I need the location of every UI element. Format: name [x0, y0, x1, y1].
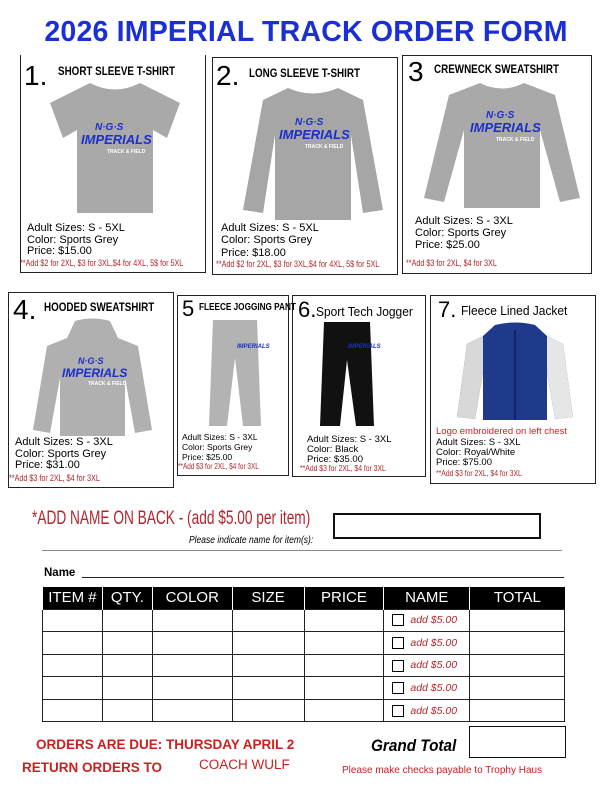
crewneck-sweatshirt-image	[420, 80, 585, 210]
logo-text: IMPERIALS	[470, 120, 541, 135]
page-title: 2026 IMPERIAL TRACK ORDER FORM	[44, 16, 568, 48]
name-on-back-label: *ADD NAME ON BACK - (add $5.00 per item)	[32, 508, 311, 529]
product-sizes: Adult Sizes: S - 3XL	[307, 434, 392, 445]
cell-qty[interactable]	[102, 632, 152, 655]
cell-color[interactable]	[152, 654, 232, 677]
product-sizes: Adult Sizes: S - 3XL	[415, 215, 513, 227]
product-price: Price: $75.00	[436, 457, 492, 468]
product-color: Color: Black	[307, 444, 359, 455]
product-number: 3	[408, 56, 424, 87]
cell-size[interactable]	[232, 654, 304, 677]
product-name: CREWNECK SWEATSHIRT	[434, 62, 559, 76]
product-color: Color: Sports Grey	[15, 448, 107, 460]
embroidery-note: Logo embroidered on left chest	[436, 426, 567, 437]
hooded-sweatshirt-image	[30, 318, 155, 438]
column-header: NAME	[384, 587, 470, 609]
name-on-back-input[interactable]	[333, 513, 541, 539]
product-price: Price: $31.00	[15, 459, 80, 471]
product-name: FLEECE JOGGING PANT	[199, 302, 296, 313]
product-color: Color: Sports Grey	[415, 227, 507, 239]
column-header: TOTAL	[470, 587, 565, 609]
cell-price[interactable]	[304, 654, 384, 677]
cell-total[interactable]	[470, 699, 565, 722]
cell-price[interactable]	[304, 632, 384, 655]
cell-item[interactable]	[43, 699, 103, 722]
name-on-back-hint: Please indicate name for item(s):	[189, 535, 314, 546]
product-name: LONG SLEEVE T-SHIRT	[249, 66, 360, 80]
table-row	[43, 609, 565, 632]
product-sizes: Adult Sizes: S - 5XL	[27, 222, 125, 234]
cell-color[interactable]	[152, 632, 232, 655]
product-name: Sport Tech Jogger	[316, 304, 413, 319]
product-name: Fleece Lined Jacket	[461, 303, 568, 318]
add-name-label: add $5.00	[410, 659, 458, 672]
column-header: ITEM #	[43, 587, 103, 609]
divider	[42, 550, 562, 551]
short-sleeve-tshirt-image	[45, 78, 185, 218]
due-date: ORDERS ARE DUE: THURSDAY APRIL 2	[36, 737, 295, 752]
add-name-label: add $5.00	[410, 636, 458, 649]
product-size-note: **Add $3 for 2XL, $4 for 3XL	[300, 463, 386, 473]
name-add-cell[interactable]	[384, 699, 470, 722]
add-name-label: add $5.00	[410, 704, 458, 717]
logo-text: IMPERIALS	[237, 344, 270, 350]
product-price: Price: $15.00	[27, 245, 92, 257]
product-color: Color: Sports Grey	[27, 234, 119, 246]
cell-item[interactable]	[43, 654, 103, 677]
product-name: HOODED SWEATSHIRT	[44, 300, 155, 314]
logo-text: N·G·S	[95, 122, 124, 133]
logo-text: TRACK & FIELD	[496, 137, 535, 143]
product-price: Price: $25.00	[182, 452, 233, 462]
logo-text: IMPERIALS	[62, 366, 128, 380]
cell-qty[interactable]	[102, 654, 152, 677]
product-number: 2.	[216, 60, 240, 91]
name-input[interactable]	[82, 577, 564, 578]
add-name-checkbox[interactable]	[392, 660, 404, 672]
checks-payable-note: Please make checks payable to Trophy Haus	[342, 765, 543, 776]
column-header: QTY.	[102, 587, 152, 609]
name-add-cell[interactable]	[384, 632, 470, 655]
product-price: Price: $25.00	[415, 239, 480, 251]
cell-price[interactable]	[304, 699, 384, 722]
product-number: 7.	[438, 297, 457, 322]
cell-price[interactable]	[304, 677, 384, 700]
product-size-note: **Add $3 for 2XL, $4 for 3XL	[178, 462, 259, 471]
logo-text: N·G·S	[295, 117, 324, 128]
order-table	[42, 587, 565, 722]
logo-text: TRACK & FIELD	[88, 381, 127, 387]
cell-item[interactable]	[43, 609, 103, 632]
cell-qty[interactable]	[102, 699, 152, 722]
add-name-checkbox[interactable]	[392, 682, 404, 694]
table-row	[43, 632, 565, 655]
grand-total-label: Grand Total	[371, 736, 457, 755]
name-add-cell[interactable]	[384, 677, 470, 700]
cell-color[interactable]	[152, 609, 232, 632]
column-header: PRICE	[304, 587, 384, 609]
name-label: Name	[44, 567, 76, 579]
product-name: SHORT SLEEVE T-SHIRT	[58, 64, 176, 78]
cell-size[interactable]	[232, 609, 304, 632]
product-size-note: **Add $3 for 2XL, $4 for 3XL	[436, 468, 522, 478]
return-to: COACH WULF	[199, 757, 290, 772]
add-name-label: add $5.00	[410, 682, 458, 695]
logo-text: TRACK & FIELD	[107, 149, 146, 155]
product-number: 5	[182, 296, 195, 321]
name-add-cell[interactable]	[384, 654, 470, 677]
product-price: Price: $35.00	[307, 454, 363, 465]
product-color: Color: Sports Grey	[221, 234, 313, 246]
logo-text: TRACK & FIELD	[305, 144, 344, 150]
product-price: Price: $18.00	[221, 247, 286, 259]
cell-size[interactable]	[232, 632, 304, 655]
long-sleeve-tshirt-image	[233, 85, 393, 225]
cell-color[interactable]	[152, 677, 232, 700]
column-header: COLOR	[152, 587, 232, 609]
product-number: 1.	[24, 60, 48, 91]
product-size-note: **Add $2 for 2XL, $3 for 3XL,$4 for 4XL, 5$ for 5XL	[216, 259, 380, 269]
fleece-lined-jacket-image	[455, 322, 575, 422]
cell-total[interactable]	[470, 609, 565, 632]
table-row	[43, 699, 565, 722]
product-color: Color: Sports Grey	[182, 442, 253, 452]
product-size-note: **Add $2 for 2XL, $3 for 3XL,$4 for 4XL, 5$ for 5XL	[20, 258, 184, 268]
product-size-note: **Add $3 for 2XL, $4 for 3XL	[9, 473, 100, 483]
product-color: Color: Royal/White	[436, 447, 516, 458]
product-sizes: Adult Sizes: S - 3XL	[15, 436, 113, 448]
cell-qty[interactable]	[102, 677, 152, 700]
add-name-checkbox[interactable]	[392, 614, 404, 626]
logo-text: N·G·S	[78, 356, 104, 366]
add-name-checkbox[interactable]	[392, 637, 404, 649]
column-header: SIZE	[232, 587, 304, 609]
fleece-jogging-pant-image	[205, 318, 270, 430]
cell-qty[interactable]	[102, 609, 152, 632]
add-name-label: add $5.00	[410, 614, 458, 627]
cell-size[interactable]	[232, 699, 304, 722]
logo-text: N·G·S	[486, 110, 515, 121]
cell-item[interactable]	[43, 677, 103, 700]
product-sizes: Adult Sizes: S - 5XL	[221, 222, 319, 234]
cell-color[interactable]	[152, 699, 232, 722]
product-size-note: **Add $3 for 2XL, $4 for 3XL	[406, 258, 497, 268]
cell-price[interactable]	[304, 609, 384, 632]
cell-total[interactable]	[470, 632, 565, 655]
logo-text: IMPERIALS	[348, 344, 381, 350]
product-sizes: Adult Sizes: S - 3XL	[182, 432, 258, 442]
sport-tech-jogger-image	[318, 320, 381, 430]
add-name-checkbox[interactable]	[392, 705, 404, 717]
logo-text: IMPERIALS	[279, 127, 350, 142]
product-sizes: Adult Sizes: S - 3XL	[436, 437, 521, 448]
cell-size[interactable]	[232, 677, 304, 700]
cell-total[interactable]	[470, 677, 565, 700]
name-add-cell[interactable]	[384, 609, 470, 632]
grand-total-input[interactable]	[469, 726, 566, 758]
cell-item[interactable]	[43, 632, 103, 655]
table-row	[43, 677, 565, 700]
table-row	[43, 654, 565, 677]
cell-total[interactable]	[470, 654, 565, 677]
return-label: RETURN ORDERS TO	[22, 760, 163, 775]
product-number: 6.	[298, 297, 317, 322]
product-number: 4.	[13, 294, 37, 325]
logo-text: IMPERIALS	[81, 132, 152, 147]
